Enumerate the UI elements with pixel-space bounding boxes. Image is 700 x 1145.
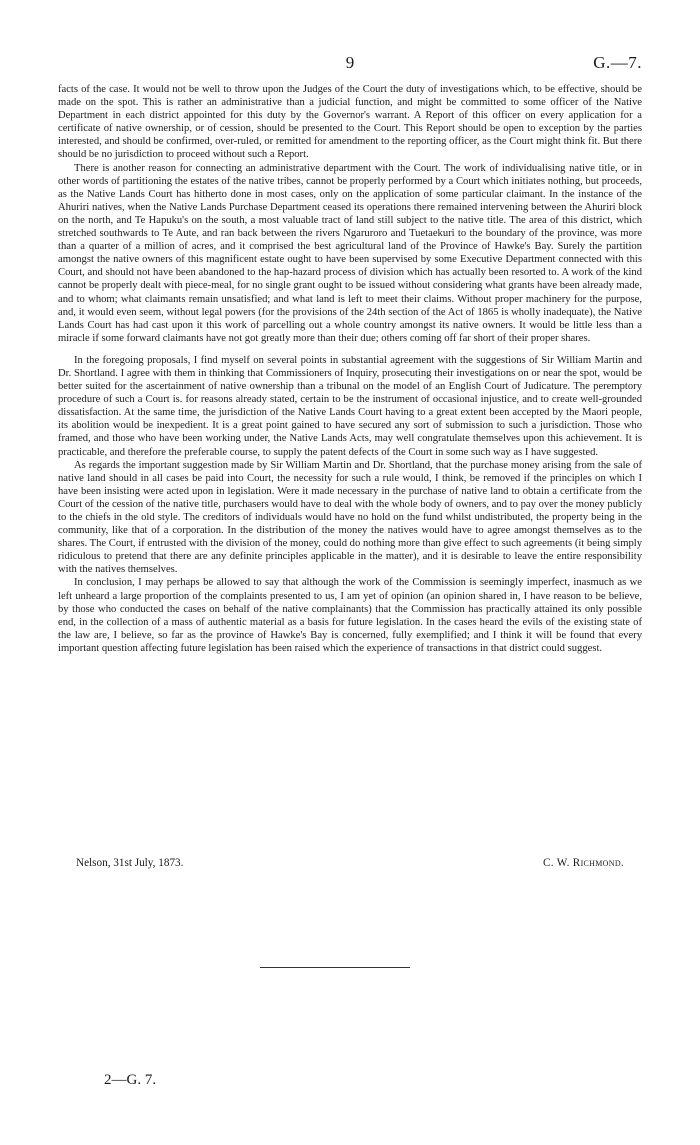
page-number: 9 xyxy=(345,53,355,72)
body-text xyxy=(58,83,642,655)
paragraph: In conclusion, I may perhaps be allowed to say that although the work of the Commission is seemingly imperfect, inasmuch as we left unheard a large proportion of the complaints presented to us, I am yet of opinion (an opinion shared in, I have reason to be believe, by those who conducted the cases on behalf of the native complainants) that the Commission has practically attained its only possible end, in the collection of a mass of authentic material as a basis for future legislation. In the cases heard the evils of the existing state of the law are, I believe, so far as the province of Hawke's Bay is concerned, fully exemplified; and I think it will be found that every important question affecting future legislation has been raised which the experience of transactions in that district could suggest. xyxy=(58,577,642,654)
paragraph: facts of the case. It would not be well to throw upon the Judges of the Court the duty of investigations which, to be effective, should be made on the spot. This is rather an administrative than a judicial function, and might be committed to some officer of the Native Department in each district appointed for this duty by the Governor's warrant. A Report of this officer on every application for a certificate of native ownership, or of cession, should be presented to the Court. This Report should be open to exception by the parties interested, and should be confirmed, over-ruled, or remitted for amendment to the reporting officer, as the Court might think fit. But there should be no jurisdiction to proceed without such a Report. xyxy=(58,84,642,161)
place-date: Nelson, 31st July, 1873. xyxy=(76,857,184,869)
paragraph: As regards the important suggestion made by Sir William Martin and Dr. Shortland, that the purchase money arising from the sale of native land should in all cases be paid into Court, the necessity for such a rule would, I think, be removed if the principles on which I have been insisting were acted upon in legislation. Were it made necessary in the purchase of native land to obtain a certificate from the Court of the cession of the native title, purchasers would have to deal with the whole body of owners, and to pay over the money publicly to the chiefs in the old style. The creditors of individuals would have no hold on the fund whilst undistributed, the property being in the community, like that of a corporation. In the distribution of the money the natives would have to agree amongst themselves as to the shares. The Court, if entrusted with the division of the money, could do nothing more than give effect to such agreements (it being simply ridiculous to pretend that there are any definite principles applicable in the matter), and it is desirable to leave the entire responsibility with the natives themselves. xyxy=(58,459,642,576)
signatory: C. W. Richmond. xyxy=(543,857,624,869)
divider-rule xyxy=(260,967,410,968)
paper-reference: G.—7. xyxy=(593,53,642,72)
paragraph: In the foregoing proposals, I find myself on several points in substantial agreement with the suggestions of Sir William Martin and Dr. Shortland. I agree with them in thinking that Commissioners of Inquiry, prosecuting their investigations on or near the spot, would be better suited for the ascertainment of native ownership than a tribunal on the model of an English Court of Judicature. The peremptory procedure of such a Court is. for reasons already stated, certain to be the instrument of occasional injustice, and to create well-grounded dissatisfaction. At the same time, the jurisdiction of the Native Lands Court having to a great extent been accepted by the Maori people, its abolition would be inexpedient. It is a great point gained to have secured any sort of submission to such a jurisdiction. Those who framed, and those who have been working under, the Native Lands Acts, may well congratulate themselves upon this achievement. It is practicable, and therefore the preferable course, to supply the patent defects of the Court in some such way as I have suggested. xyxy=(58,354,642,458)
footer-reference: 2—G. 7. xyxy=(104,1072,157,1088)
paragraph: There is another reason for connecting an administrative department with the Court. The work of individualising native title, or in other words of partitioning the estates of the native tribes, cannot be properly performed by a Court which initiates nothing, but proceeds, as the Native Lands Court has hitherto done in most cases, only on the application of some particular claimant. In the instance of the Ahuriri natives, when the Native Lands Purchase Department ceased its operations there remained intervening between the Ahuriri block on the north, and Te Hapuku's on the south, a most valuable tract of land still subject to the native title. The area of this district, which stretched southwards to Te Aute, and ran back between the rivers Ngaruroro and Tuetaekuri to the boundary of the province, was more than a quarter of a million of acres, and it comprised the best agricultural land of the Province of Hawke's Bay. Surely the partition amongst the native owners of this magnificent estate ought to have been supervised by some Executive Department connected with this Court, and should not have been abandoned to the hap-hazard process of division which has actually been resorted to. A work of the kind cannot be properly dealt with piece-meal, for no single grant ought to be issued without considering what grants have been already made, and to whom; what claimants remain unsatisfied; and what land is left to meet their claims. Without proper machinery for the purpose, and, it would even seem, without legal powers (for the provisions of the 24th section of the Act of 1865 is wholly inadequate), the Native Lands Court has had cast upon it this work of parcelling out a whole country amongst its native owners. It would be little less than a miracle if some forward claimants have not got greatly more than their due; others coming off far short of their proper shares. xyxy=(58,162,642,344)
